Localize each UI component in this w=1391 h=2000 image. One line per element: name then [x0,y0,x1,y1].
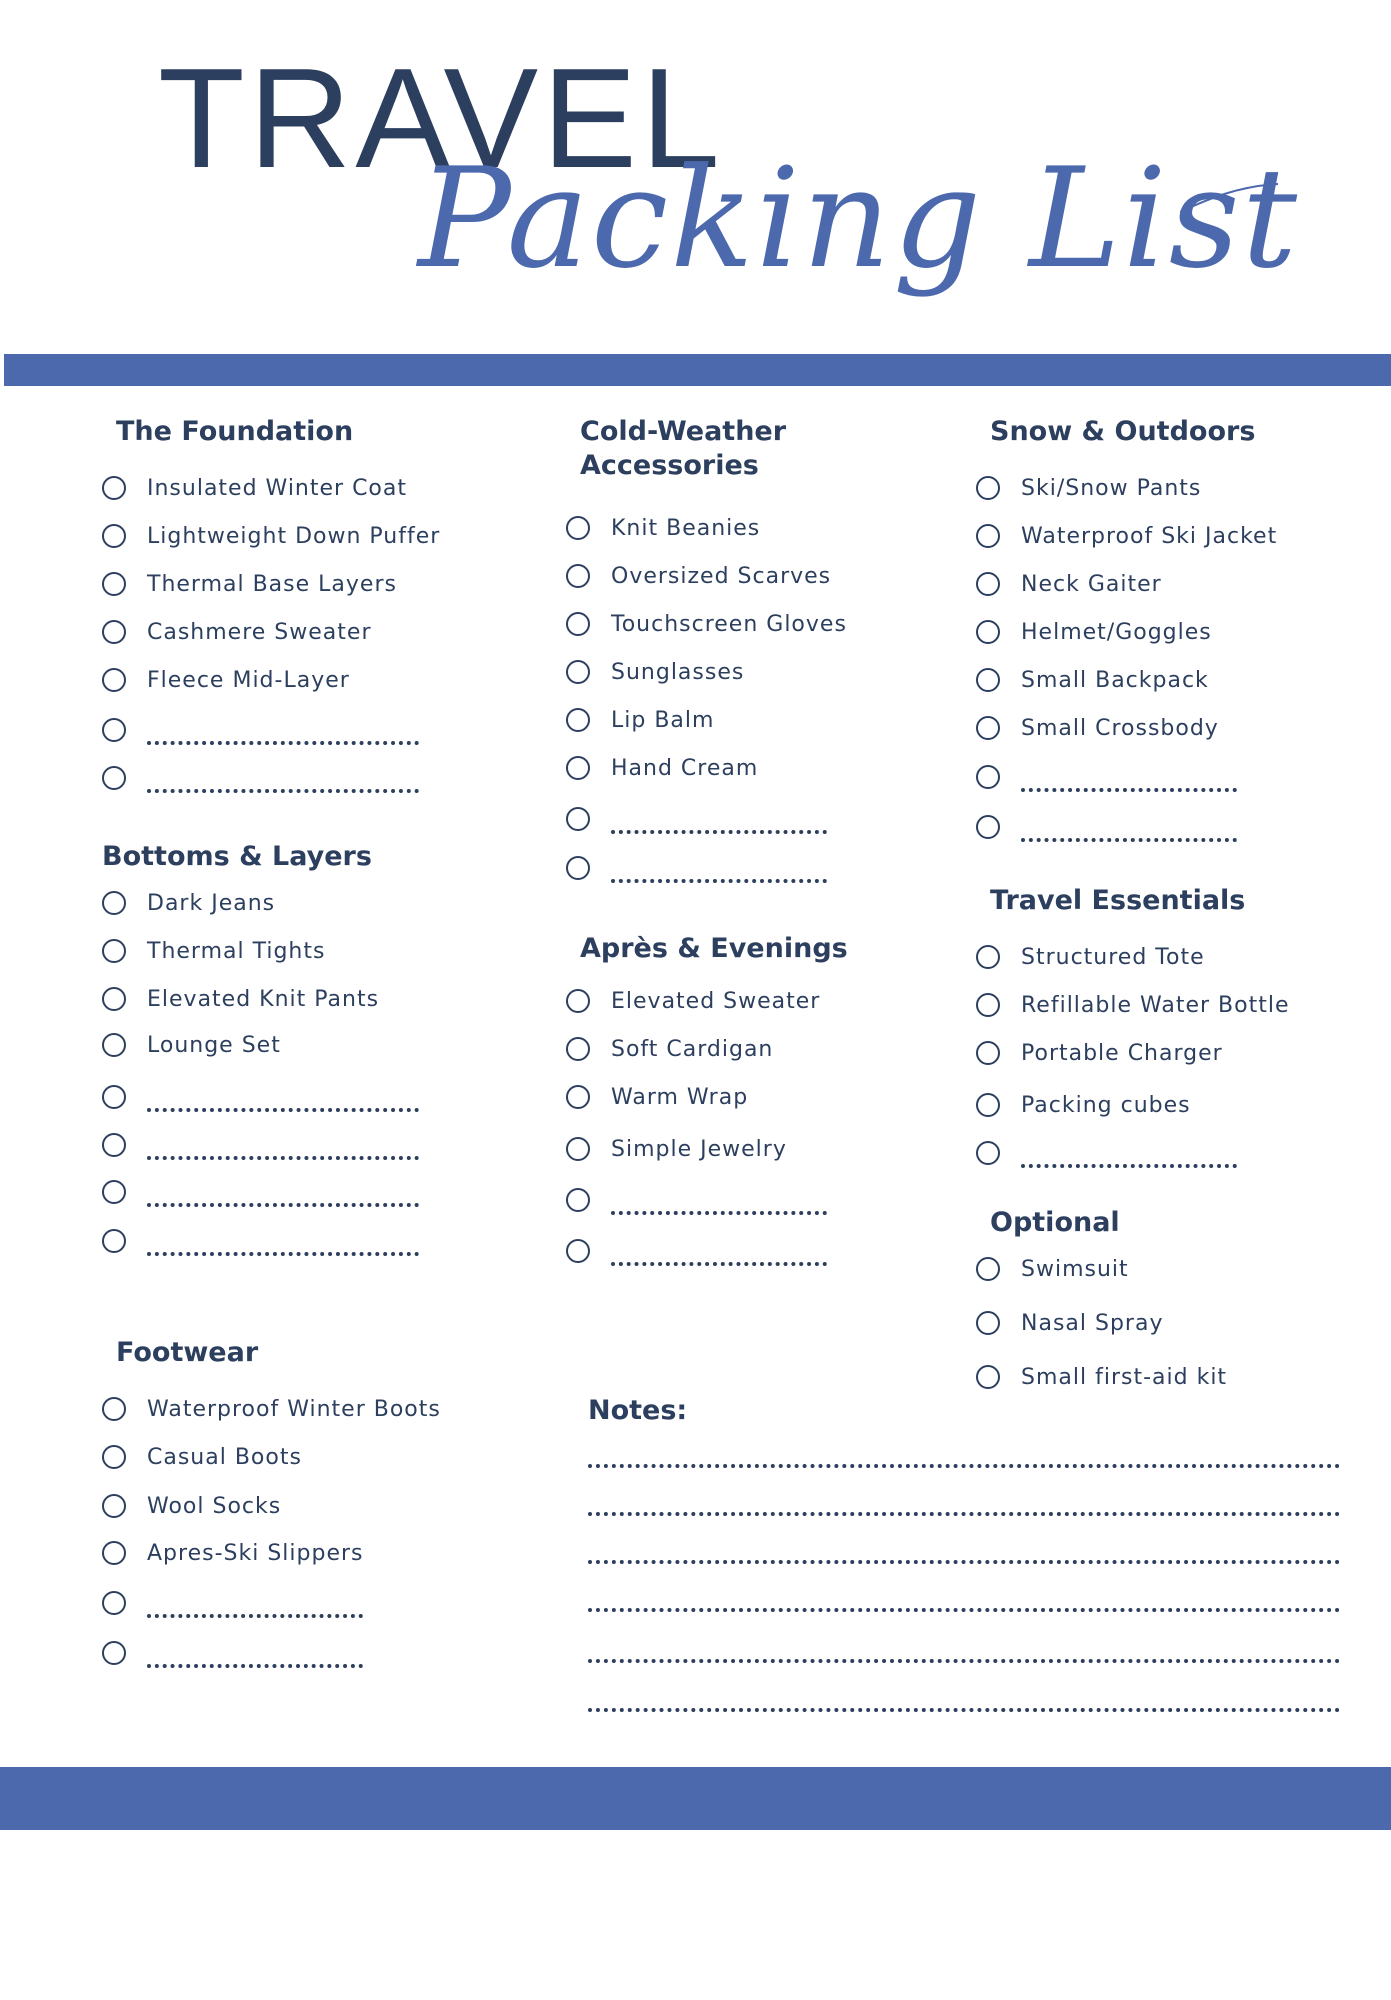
blank-checklist-item[interactable] [102,713,419,747]
item-label: Warm Wrap [611,1084,749,1110]
checkbox-circle[interactable] [976,1093,1000,1117]
checkbox-circle[interactable] [976,668,1000,692]
checklist-item[interactable] [102,471,407,505]
item-label: Small Backpack [1021,667,1209,693]
item-label: Thermal Tights [147,938,326,964]
checklist-item[interactable] [566,607,847,641]
checklist-item[interactable] [566,703,714,737]
checklist-item[interactable] [976,940,1205,974]
blank-write-line[interactable] [1021,1146,1237,1168]
item-label: Simple Jewelry [611,1136,787,1162]
blank-checklist-item[interactable] [102,1586,363,1620]
item-label: Portable Charger [1021,1040,1223,1066]
checklist-item[interactable] [566,984,820,1018]
section-heading: The Foundation [116,416,354,447]
section-foundation [102,415,462,795]
section-optional [976,1206,1356,1406]
checklist-item[interactable] [102,982,379,1016]
checkbox-circle[interactable] [102,1033,126,1057]
checklist-item[interactable] [976,471,1201,505]
checklist-item[interactable] [102,1489,281,1523]
blank-write-line[interactable] [611,861,827,883]
item-label: Sunglasses [611,659,745,685]
checkbox-circle[interactable] [976,1041,1000,1065]
blank-checklist-item[interactable] [102,1636,363,1670]
blank-checklist-item[interactable] [102,1128,419,1162]
notes-write-line[interactable] [588,1464,1340,1468]
section-apres-evenings [566,932,926,1272]
item-label: Lightweight Down Puffer [147,523,441,549]
checkbox-circle[interactable] [976,945,1000,969]
section-heading: Après & Evenings [580,933,848,964]
section-bottoms-layers [102,840,462,1270]
blank-write-line[interactable] [611,1244,827,1266]
title-swash-decoration [1180,178,1280,218]
checklist-item[interactable] [976,1088,1191,1122]
blank-checklist-item[interactable] [976,760,1237,794]
blank-write-line[interactable] [611,1193,827,1215]
notes-write-line[interactable] [588,1659,1340,1663]
footer-band [0,1767,1391,1830]
checkbox-circle[interactable] [102,1641,126,1665]
item-label: Fleece Mid-Layer [147,667,350,693]
checkbox-circle[interactable] [102,524,126,548]
blank-checklist-item[interactable] [566,851,827,885]
checklist-item[interactable] [102,519,440,553]
checklist-item[interactable] [976,1360,1227,1394]
checklist-item[interactable] [976,567,1162,601]
checkbox-circle[interactable] [566,1137,590,1161]
section-cold-weather-accessories [566,415,926,895]
checkbox-circle[interactable] [102,572,126,596]
checklist-item[interactable] [566,1080,748,1114]
blank-write-line[interactable] [147,1646,363,1668]
checkbox-circle[interactable] [566,612,590,636]
blank-write-line[interactable] [147,1090,419,1112]
checklist-item[interactable] [566,751,758,785]
item-label: Nasal Spray [1021,1310,1164,1336]
checkbox-circle[interactable] [102,476,126,500]
checkbox-circle[interactable] [102,891,126,915]
checklist-item[interactable] [566,511,760,545]
section-heading: Bottoms & Layers [102,841,372,872]
checkbox-circle[interactable] [566,660,590,684]
checklist-item[interactable] [102,886,275,920]
item-label: Packing cubes [1021,1092,1191,1118]
item-label: Lip Balm [611,707,715,733]
item-label: Elevated Sweater [611,988,821,1014]
checkbox-circle[interactable] [102,987,126,1011]
blank-checklist-item[interactable] [566,1183,827,1217]
checkbox-circle[interactable] [102,620,126,644]
checkbox-circle[interactable] [566,1085,590,1109]
item-label: Structured Tote [1021,944,1205,970]
checkbox-circle[interactable] [102,1180,126,1204]
checkbox-circle[interactable] [102,1133,126,1157]
blank-write-line[interactable] [147,723,419,745]
checkbox-circle[interactable] [976,1365,1000,1389]
header-divider-band [4,354,1391,386]
checkbox-circle[interactable] [566,856,590,880]
section-footwear [102,1336,502,1676]
checklist-item[interactable] [976,519,1277,553]
checklist-item[interactable] [976,988,1289,1022]
checklist-item[interactable] [976,1036,1223,1070]
notes-heading: Notes: [588,1395,688,1426]
checkbox-circle[interactable] [976,620,1000,644]
blank-checklist-item[interactable] [102,1224,419,1258]
checklist-item[interactable] [566,1132,787,1166]
checklist-item[interactable] [102,1440,302,1474]
blank-checklist-item[interactable] [976,810,1237,844]
item-label: Neck Gaiter [1021,571,1162,597]
item-label: Small Crossbody [1021,715,1219,741]
checklist-item[interactable] [976,711,1219,745]
checkbox-circle[interactable] [102,766,126,790]
checkbox-circle[interactable] [566,1239,590,1263]
notes-write-line[interactable] [588,1608,1340,1612]
checkbox-circle[interactable] [566,1188,590,1212]
item-label: Touchscreen Gloves [611,611,847,637]
checklist-item[interactable] [566,655,744,689]
item-label: Helmet/Goggles [1021,619,1212,645]
checkbox-circle[interactable] [102,1445,126,1469]
section-heading: Cold-Weather [580,416,787,447]
item-label: Oversized Scarves [611,563,832,589]
item-label: Ski/Snow Pants [1021,475,1202,501]
item-label: Wool Socks [147,1493,282,1519]
blank-checklist-item[interactable] [566,1234,827,1268]
blank-write-line[interactable] [1021,820,1237,842]
checkbox-circle[interactable] [102,668,126,692]
checklist-item[interactable] [976,663,1209,697]
checkbox-circle[interactable] [566,756,590,780]
item-label: Knit Beanies [611,515,761,541]
item-label: Soft Cardigan [611,1036,774,1062]
item-label: Lounge Set [147,1032,281,1058]
item-label: Casual Boots [147,1444,302,1470]
checklist-item[interactable] [102,934,325,968]
item-label: Hand Cream [611,755,759,781]
checklist-item[interactable] [976,1252,1129,1286]
checklist-item[interactable] [566,1032,773,1066]
checklist-item[interactable] [102,1028,281,1062]
checkbox-circle[interactable] [102,718,126,742]
blank-checklist-item[interactable] [102,1175,419,1209]
checkbox-circle[interactable] [976,993,1000,1017]
checkbox-circle[interactable] [566,708,590,732]
checklist-item[interactable] [102,567,397,601]
checklist-item[interactable] [102,1536,363,1570]
checkbox-circle[interactable] [102,1591,126,1615]
checkbox-circle[interactable] [976,765,1000,789]
blank-checklist-item[interactable] [102,761,419,795]
section-snow-outdoors [976,415,1356,855]
blank-write-line[interactable] [1021,770,1237,792]
item-label: Waterproof Winter Boots [147,1396,441,1422]
notes-write-line[interactable] [588,1560,1340,1564]
checkbox-circle[interactable] [102,1229,126,1253]
item-label: Waterproof Ski Jacket [1021,523,1278,549]
item-label: Small first-aid kit [1021,1364,1228,1390]
checkbox-circle[interactable] [102,1085,126,1109]
section-heading: Travel Essentials [990,885,1246,916]
item-label: Thermal Base Layers [147,571,397,597]
section-heading: Snow & Outdoors [990,416,1256,447]
item-label: Refillable Water Bottle [1021,992,1290,1018]
checkbox-circle[interactable] [976,572,1000,596]
checkbox-circle[interactable] [976,1141,1000,1165]
item-label: Swimsuit [1021,1256,1129,1282]
title-travel: TRAVEL [158,39,724,198]
section-heading: Optional [990,1207,1120,1238]
item-label: Cashmere Sweater [147,619,372,645]
blank-write-line[interactable] [147,1234,419,1256]
checkbox-circle[interactable] [102,1494,126,1518]
checkbox-circle[interactable] [566,564,590,588]
checkbox-circle[interactable] [976,1311,1000,1335]
checkbox-circle[interactable] [566,1037,590,1061]
checklist-item[interactable] [102,663,350,697]
blank-checklist-item[interactable] [976,1136,1237,1170]
blank-write-line[interactable] [147,771,419,793]
checklist-item[interactable] [566,559,831,593]
checkbox-circle[interactable] [976,476,1000,500]
section-heading: Footwear [116,1337,259,1368]
notes-write-line[interactable] [588,1512,1340,1516]
item-label: Insulated Winter Coat [147,475,408,501]
checklist-item[interactable] [102,615,371,649]
checkbox-circle[interactable] [566,516,590,540]
checklist-item[interactable] [976,615,1212,649]
blank-write-line[interactable] [611,812,827,834]
blank-write-line[interactable] [147,1596,363,1618]
checkbox-circle[interactable] [566,989,590,1013]
blank-checklist-item[interactable] [566,802,827,836]
title-packing-list: Packing List [418,138,1300,299]
item-label: Elevated Knit Pants [147,986,380,1012]
checkbox-circle[interactable] [976,815,1000,839]
blank-write-line[interactable] [147,1185,419,1207]
item-label: Dark Jeans [147,890,276,916]
checkbox-circle[interactable] [102,1541,126,1565]
item-label: Apres-Ski Slippers [147,1540,364,1566]
section-heading-line2: Accessories [580,450,759,481]
section-travel-essentials [976,884,1356,1184]
blank-checklist-item[interactable] [102,1080,419,1114]
checkbox-circle[interactable] [102,939,126,963]
checkbox-circle[interactable] [976,716,1000,740]
blank-write-line[interactable] [147,1138,419,1160]
checkbox-circle[interactable] [102,1397,126,1421]
checklist-item[interactable] [102,1392,441,1426]
checklist-item[interactable] [976,1306,1163,1340]
checkbox-circle[interactable] [566,807,590,831]
checkbox-circle[interactable] [976,524,1000,548]
checkbox-circle[interactable] [976,1257,1000,1281]
notes-write-line[interactable] [588,1708,1340,1712]
